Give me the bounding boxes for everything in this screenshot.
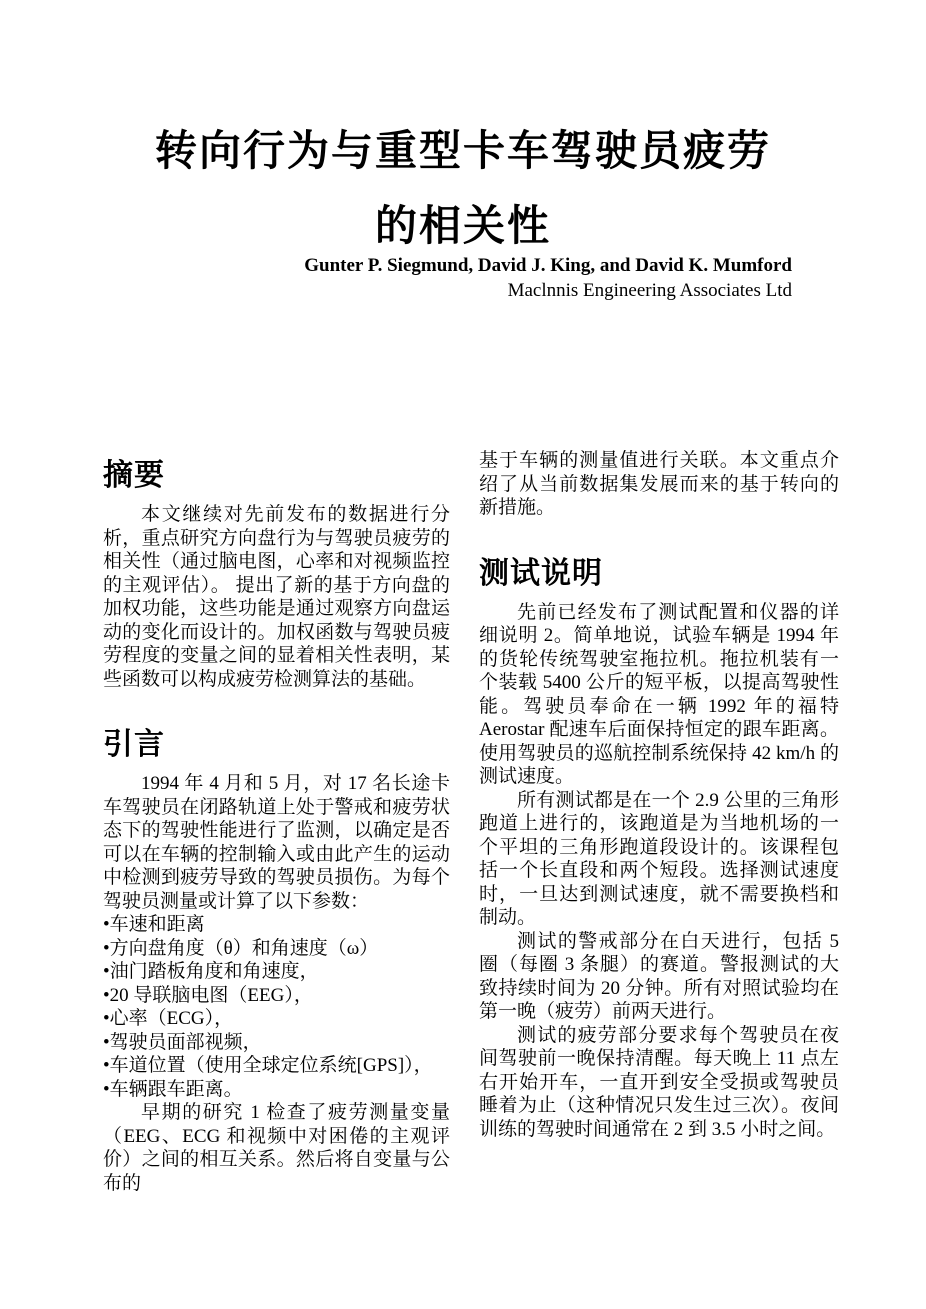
test-description-paragraph-4: 测试的疲劳部分要求每个驾驶员在夜间驾驶前一晚保持清醒。每天晚上 11 点左右开始开车，一直开到安全受损或驾驶员睡着为止（这种情况只发生过三次）。夜间训练的驾驶时间通常在 2 到 3.5 小时之间。 <box>479 1024 839 1140</box>
paper-title-line-1: 转向行为与重型卡车驾驶员疲劳 <box>154 127 771 174</box>
measured-parameters-list <box>103 913 450 1101</box>
list-item-ecg: •心率（ECG）， <box>103 1008 234 1029</box>
introduction-paragraph-1: 1994 年 4 月和 5 月，对 17 名长途卡车驾驶员在闭路轨道上处于警戒和疲劳状态下的驾驶性能进行了监测，以确定是否可以在车辆的控制输入或由此产生的运动中检测到疲劳导致的驾驶员损伤。为每个驾驶员测量或计算了以下参数： <box>103 773 450 912</box>
paper-title-line-2: 的相关性 <box>374 202 551 249</box>
list-item-lane-position: •车道位置（使用全球定位系统[GPS]）， <box>103 1055 433 1076</box>
list-item-eeg: •20 导联脑电图（EEG）， <box>103 984 313 1006</box>
introduction-paragraph-2: 早期的研究 1 检查了疲劳测量变量（EEG、ECG 和视频中对困倦的主观评价）之间的相互关系。然后将自变量与公布的 <box>103 1102 450 1194</box>
list-item-steering-angle: •方向盘角度（θ）和角速度（ω） <box>103 937 379 959</box>
test-description-paragraph-1: 先前已经发布了测试配置和仪器的详细说明 2。简单地说，试验车辆是 1994 年的货轮传统驾驶室拖拉机。拖拉机装有一个装载 5400 公斤的短平板，以提高驾驶性能。驾驶员奉命在一辆 1992 年的福特 Aerostar 配速车后面保持恒定的跟车距离。使用驾驶员的巡航控制系统保持 42 km/h 的测试速度。 <box>479 601 839 787</box>
affiliation-line: Maclnnis Engineering Associates Ltd <box>507 280 792 301</box>
abstract-heading: 摘要 <box>103 459 165 492</box>
list-item-following-distance: •车辆跟车距离。 <box>103 1078 243 1100</box>
byline <box>304 253 792 303</box>
test-description-heading: 测试说明 <box>479 556 603 590</box>
list-item-speed-distance: •车速和距离 <box>103 914 205 935</box>
test-description-paragraph-2: 所有测试都是在一个 2.9 公里的三角形跑道上进行的，该跑道是为当地机场的一个平坦的三角形跑道段设计的。该课程包括一个长直段和两个短段。选择测试速度时，一旦达到测试速度，就不需要换档和制动。 <box>479 789 839 928</box>
list-item-face-video: •驾驶员面部视频， <box>103 1031 262 1053</box>
paper-title <box>0 113 926 263</box>
continuation-paragraph: 基于车辆的测量值进行关联。本文重点介绍了从当前数据集发展而来的基于转向的新措施。 <box>479 450 839 518</box>
authors-line: Gunter P. Siegmund, David J. King, and David K. Mumford <box>304 255 792 276</box>
left-column <box>103 450 450 1195</box>
right-column <box>479 449 839 1141</box>
test-description-paragraph-3: 测试的警戒部分在白天进行，包括 5 圈（每圈 3 条腿）的赛道。警报测试的大致持续时间为 20 分钟。所有对照试验均在第一晚（疲劳）前两天进行。 <box>479 930 839 1022</box>
abstract-paragraph: 本文继续对先前发布的数据进行分析，重点研究方向盘行为与驾驶员疲劳的相关性（通过脑电图，心率和对视频监控的主观评估）。 提出了新的基于方向盘的加权功能，这些功能是通过观察方向盘运动的变化而设计的。加权函数与驾驶员疲劳程度的变量之间的显着相关性表明，某些函数可以构成疲劳检测算法的基础。 <box>103 504 450 690</box>
list-item-throttle: •油门踏板角度和角速度， <box>103 961 319 982</box>
introduction-heading: 引言 <box>103 728 165 761</box>
